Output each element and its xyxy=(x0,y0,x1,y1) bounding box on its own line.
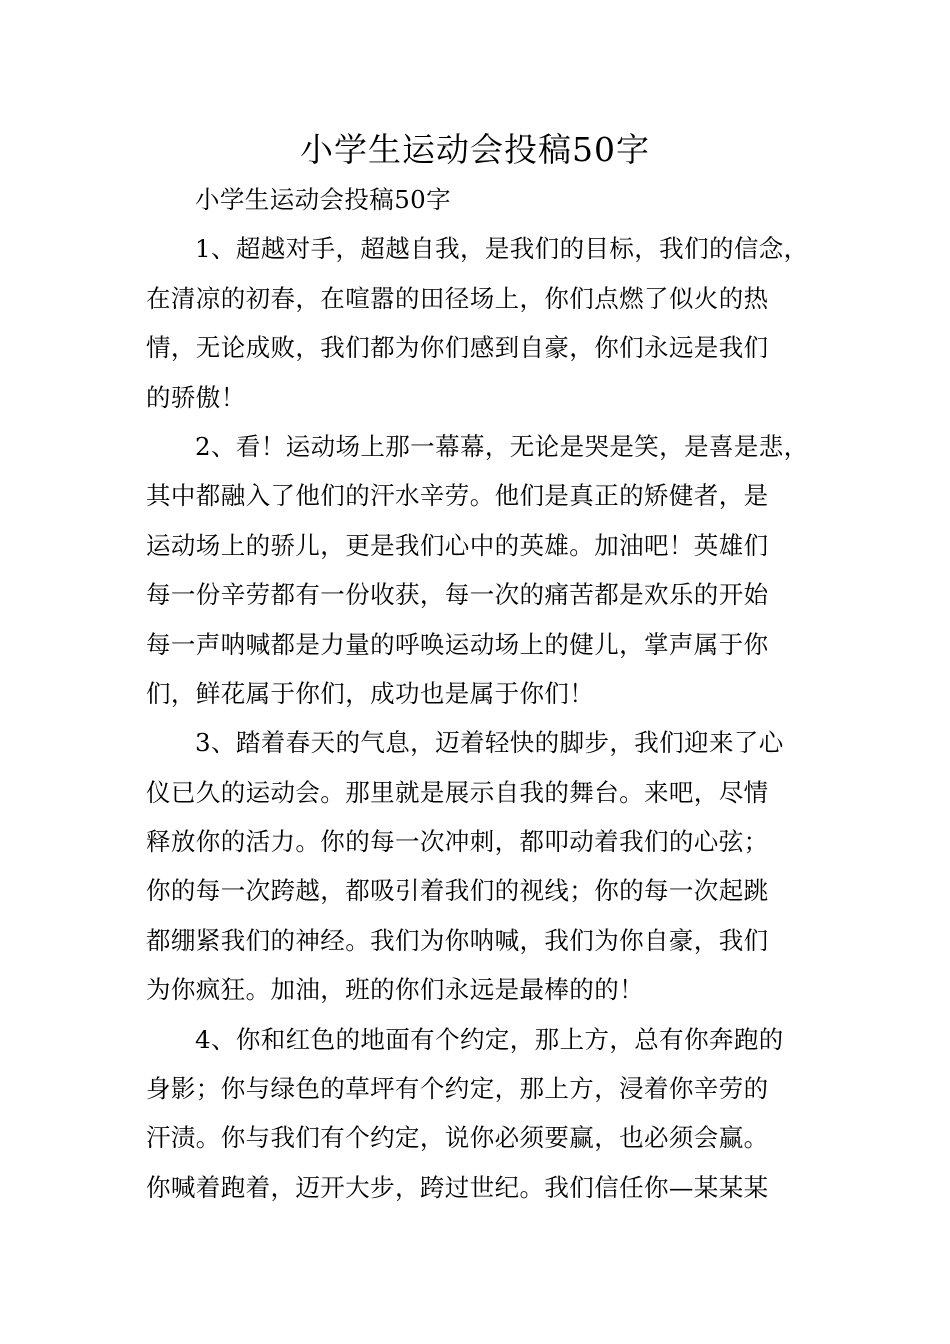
paragraph-line: 在清凉的初春，在喧嚣的田径场上，你们点燃了似火的热 xyxy=(146,283,769,313)
paragraph-line: 释放你的活力。你的每一次冲刺，都叩动着我们的心弦； xyxy=(146,827,769,857)
paragraph-line: 4、你和红色的地面有个约定，那上方，总有你奔跑的 xyxy=(195,1024,784,1054)
paragraph-4 xyxy=(146,1015,826,1213)
paragraph-line: 每一份辛劳都有一份收获，每一次的痛苦都是欢乐的开始 xyxy=(146,580,769,610)
paragraph-2 xyxy=(146,422,826,718)
document-title: 小学生运动会投稿50字 xyxy=(300,130,650,169)
paragraph-line: 3、踏着春天的气息，迈着轻快的脚步，我们迎来了心 xyxy=(195,728,784,758)
paragraph-1 xyxy=(146,224,826,422)
paragraph-line: 其中都融入了他们的汗水辛劳。他们是真正的矫健者，是 xyxy=(146,481,769,511)
paragraph-line: 1、超越对手，超越自我，是我们的目标，我们的信念， xyxy=(195,234,809,264)
paragraph-line: 仪已久的运动会。那里就是展示自我的舞台。来吧，尽情 xyxy=(146,777,769,807)
paragraph-line: 运动场上的骄儿，更是我们心中的英雄。加油吧！英雄们 xyxy=(146,530,769,560)
paragraph-line: 情，无论成败，我们都为你们感到自豪，你们永远是我们 xyxy=(146,333,769,363)
paragraph-line: 2、看！运动场上那一幕幕，无论是哭是笑，是喜是悲， xyxy=(195,431,809,461)
paragraph-line: 都绷紧我们的神经。我们为你呐喊，我们为你自豪，我们 xyxy=(146,925,769,955)
paragraph-line: 你喊着跑着，迈开大步，跨过世纪。我们信任你—某某某 xyxy=(146,1172,769,1202)
paragraph-line: 们，鲜花属于你们，成功也是属于你们！ xyxy=(146,678,595,708)
paragraph-3 xyxy=(146,718,826,1014)
document-body xyxy=(146,175,826,1212)
paragraph-line: 汗渍。你与我们有个约定，说你必须要赢，也必须会赢。 xyxy=(146,1123,769,1153)
paragraph-line: 每一声呐喊都是力量的呼唤运动场上的健儿，掌声属于你 xyxy=(146,629,769,659)
paragraph-line: 为你疯狂。加油，班的你们永远是最棒的的！ xyxy=(146,975,644,1005)
paragraph-line: 身影；你与绿色的草坪有个约定，那上方，浸着你辛劳的 xyxy=(146,1074,769,1104)
paragraph-line: 的骄傲！ xyxy=(146,382,246,412)
paragraph-line: 你的每一次跨越，都吸引着我们的视线；你的每一次起跳 xyxy=(146,876,769,906)
document-subtitle: 小学生运动会投稿50字 xyxy=(195,185,452,214)
